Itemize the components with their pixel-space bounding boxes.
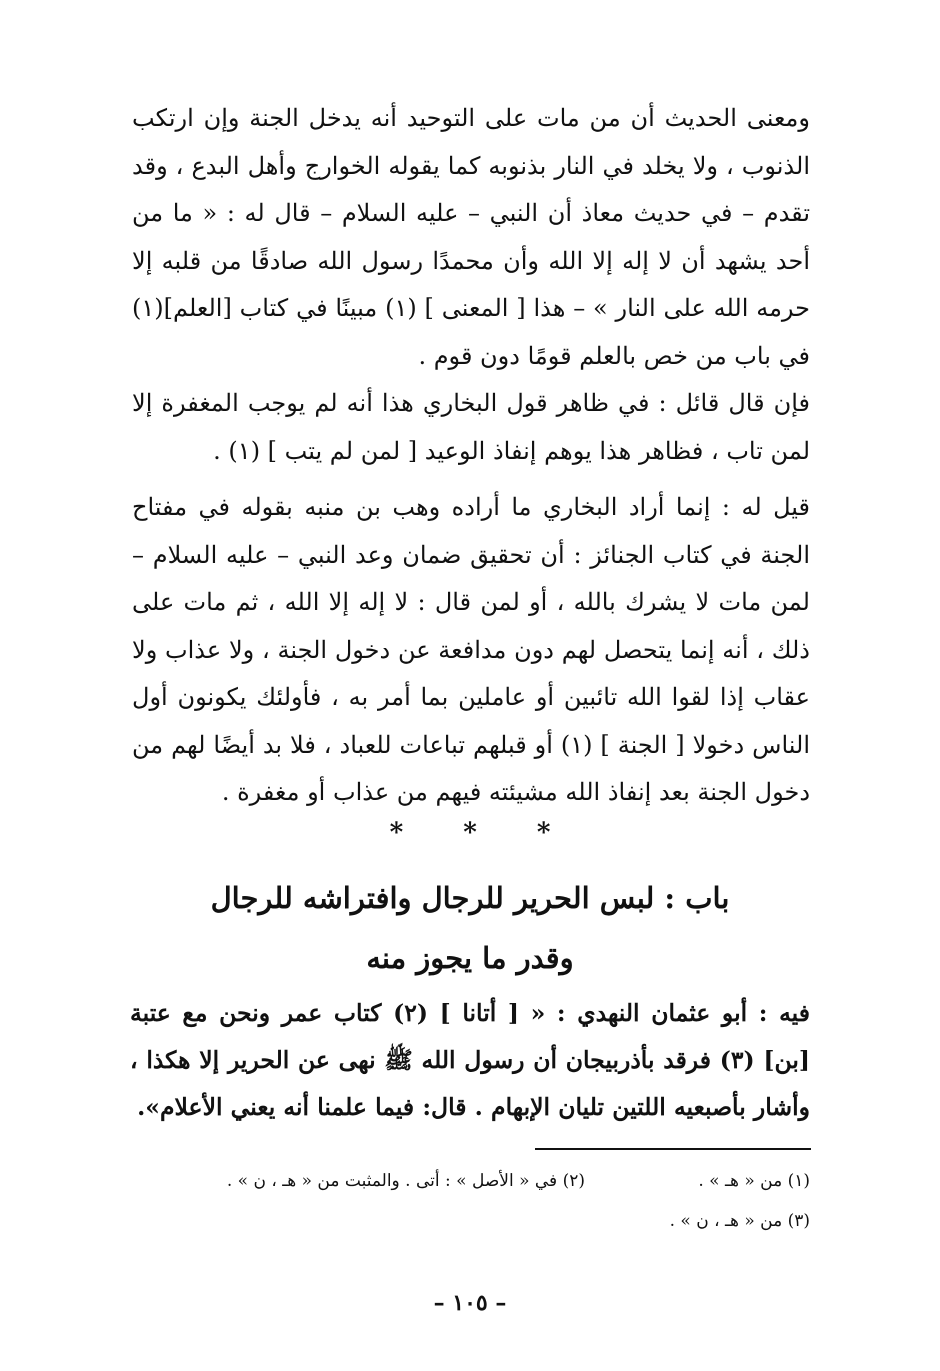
separator-star: *	[463, 818, 477, 848]
chapter-heading-line-1: باب : لبس الحرير للرجال وافتراشه للرجال	[210, 881, 730, 915]
footnote-2: (٢) في « الأصل » : أتى . والمثبت من « هـ ، ن » .	[226, 1171, 585, 1191]
footnote-divider	[535, 1148, 811, 1150]
separator-star: *	[389, 818, 404, 848]
paragraph-2: فإن قال قائل : في ظاهر قول البخاري هذا أنه لم يوجب المغفرة إلا لمن تاب ، فظاهر هذا يوهم إنفاذ الوعيد [ لمن لم يتب ] (١) .	[132, 389, 810, 465]
paragraph-1: ومعنى الحديث أن من مات على التوحيد أنه يدخل الجنة وإن ارتكب الذنوب ، ولا يخلد في النار بذنوبه كما يقوله الخوارج وأهل البدع ، وقد تقدم – في حديث معاذ أن النبي – عليه السلام – قال له : « ما من أحد يشهد أن لا إله إلا الله وأن محمدًا رسول الله صادقًا من قلبه إلا حرمه الله على النار » – هذا [ المعنى ] (١) مبينًا في كتاب [العلم](١) في باب من خص بالعلم قومًا دون قوم .	[132, 104, 811, 370]
section-separator	[0, 818, 940, 848]
footnote-3: (٣) من « هـ ، ن » .	[669, 1211, 810, 1231]
footnote-1: (١) من « هـ » .	[698, 1171, 810, 1191]
hadith-text: فيه : أبو عثمان النهدي : « [ أتانا ] (٢) كتاب عمر ونحن مع عتبة [بن] (٣) فرقد بأذربيجان أن رسول الله ﷺ نهى عن الحرير إلا هكذا ، وأشار بأصبعيه اللتين تليان الإبهام . قال: فيما علمنا أنه يعني الأعلام».	[130, 999, 811, 1121]
separator-star: *	[536, 818, 551, 848]
chapter-heading-line-2: وقدر ما يجوز منه	[366, 941, 574, 975]
page-number: – ١٠٥ –	[433, 1290, 507, 1316]
paragraph-3: قيل له : إنما أراد البخاري ما أراده وهب بن منبه بقوله في مفتاح الجنة في كتاب الجنائز : أن تحقيق ضمان وعد النبي – عليه السلام – لمن مات لا يشرك بالله ، أو لمن قال : لا إله إلا الله ، ثم مات على ذلك ، أنه إنما يتحصل لهم دون مدافعة عن دخول الجنة ، ولا عذاب ولا عقاب إذا لقوا الله تائبين أو عاملين بما أمر به ، فأولئك يكونون أول الناس دخولا [ الجنة ] (١) أو قبلهم تباعات للعباد ، فلا بد أيضًا لهم من دخول الجنة بعد إنفاذ الله مشيئته فيهم من عذاب أو مغفرة .	[132, 493, 811, 806]
